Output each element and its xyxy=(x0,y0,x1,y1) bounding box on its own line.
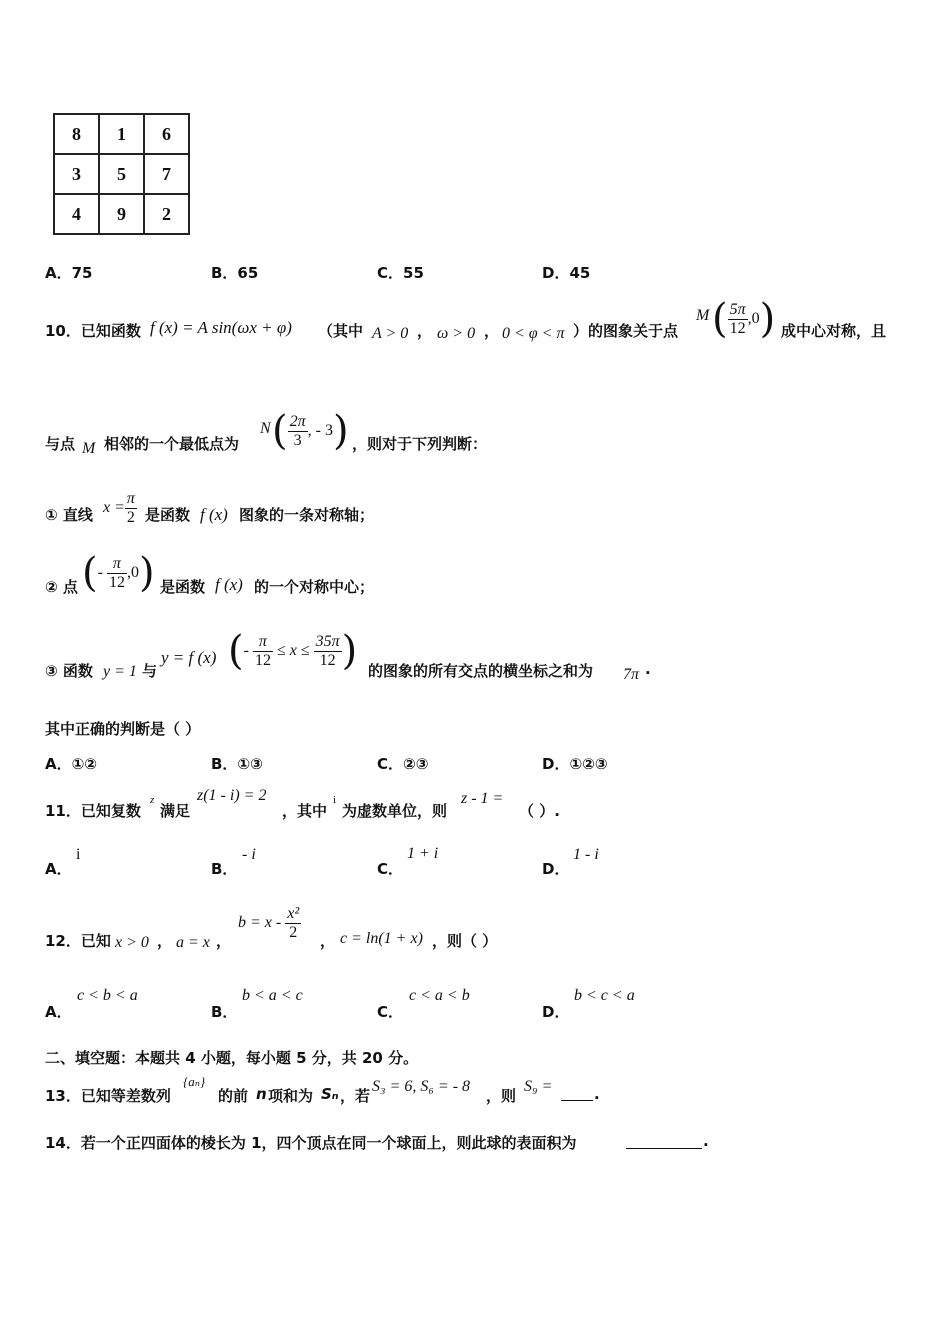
q10-s1-expr xyxy=(103,490,137,526)
q10-s3-value: 7π xyxy=(623,666,640,683)
q11-mid3: 为虚数单位，则 xyxy=(342,802,448,820)
q9-option-b: B．65 xyxy=(211,264,259,282)
left-paren: ( xyxy=(712,296,728,342)
var-x: x = xyxy=(103,499,125,517)
q10-option-d: D．①②③ xyxy=(542,755,608,773)
q10-point-n xyxy=(272,408,349,454)
q10-tail: 成中心对称，且 xyxy=(781,322,887,340)
q10-s3-yf: y = f (x) xyxy=(161,648,217,667)
b-lhs: b = x - xyxy=(238,914,282,932)
q14-text: 14．若一个正四面体的棱长为 1，四个顶点在同一个球面上，则此球的表面积为 xyxy=(45,1134,577,1152)
point-y: ,0 xyxy=(747,310,760,327)
denominator: 12 xyxy=(319,651,336,669)
grid-cell: 4 xyxy=(54,194,99,234)
q13-n: n xyxy=(256,1085,267,1103)
grid-row xyxy=(54,154,189,194)
q13-answer-blank[interactable] xyxy=(561,1100,593,1101)
q9-option-a: A．75 xyxy=(45,264,93,282)
right-paren: ) xyxy=(332,408,349,454)
q12-a-def: a = x xyxy=(176,934,210,951)
q12-option-d-value: b < c < a xyxy=(574,987,635,1004)
fraction xyxy=(728,301,748,337)
q10-s2-pre: ② 点 xyxy=(45,578,78,596)
q11-option-d-value: 1 - i xyxy=(573,846,599,863)
q10-cond-a: A > 0 xyxy=(372,325,409,342)
numerator: 2π xyxy=(289,412,306,430)
q11-tail: （ ）. xyxy=(519,802,560,820)
q12-cond: x > 0 xyxy=(115,934,149,951)
q11-option-a-value: i xyxy=(76,846,81,863)
q10-s1-tail: 图象的一条对称轴； xyxy=(239,506,375,524)
minus-sign: - xyxy=(97,564,103,581)
q10-line2-m: M xyxy=(82,440,96,457)
q10-s1-mid: 是函数 xyxy=(145,506,191,524)
q10-point-m-label: M xyxy=(696,307,710,324)
q13-sn: Sₙ xyxy=(321,1085,339,1103)
q10-cond-omega: ω > 0 xyxy=(437,325,476,342)
fraction xyxy=(288,413,308,449)
q10-s3-end: . xyxy=(645,660,651,678)
grid-row xyxy=(54,194,189,234)
numerator: 5π xyxy=(729,300,746,318)
q12-c-def: c = ln(1 + x) xyxy=(340,930,423,947)
q11-equation: z(1 - i) = 2 xyxy=(197,787,267,804)
q11-option-b-label: B． xyxy=(211,860,238,878)
q10-option-b: B．①③ xyxy=(211,755,263,773)
q12-b-def xyxy=(238,905,301,941)
grid-cell: 5 xyxy=(99,154,144,194)
fraction xyxy=(107,555,127,591)
q10-point-m xyxy=(712,296,775,342)
q10-s3-pre: ③ 函数 xyxy=(45,662,93,680)
q11-i: i xyxy=(333,794,337,806)
q9-option-d: D．45 xyxy=(542,264,591,282)
q13-mid1: 的前 xyxy=(218,1087,249,1105)
q10-s3-mid: 的图象的所有交点的横坐标之和为 xyxy=(368,662,594,680)
q12-comma: ， xyxy=(320,932,336,950)
numerator: π xyxy=(126,490,135,507)
q10-function: f (x) = A sin(ωx + φ) xyxy=(150,318,292,337)
grid-cell: 3 xyxy=(54,154,99,194)
q11-expr: z - 1 = xyxy=(461,790,504,807)
grid-cell: 1 xyxy=(99,114,144,154)
q13-condition: S₃ = 6, S₆ = - 8 xyxy=(372,1078,471,1095)
denominator: 12 xyxy=(108,573,125,591)
q12-comma: ， xyxy=(216,932,232,950)
denominator: 12 xyxy=(729,319,746,337)
minus-sign: - xyxy=(243,642,249,659)
q10-option-c: C．②③ xyxy=(377,755,429,773)
inequality: ≤ x ≤ xyxy=(276,642,310,659)
left-paren: ( xyxy=(272,408,288,454)
q10-cond-phi: 0 < φ < π xyxy=(502,325,565,342)
q10-point-n-label: N xyxy=(260,420,271,437)
q11-option-c-value: 1 + i xyxy=(407,845,439,862)
q11-option-d-label: D． xyxy=(542,860,570,878)
numerator: 35π xyxy=(315,632,340,650)
q10-s2-tail: 的一个对称中心； xyxy=(254,578,375,596)
q13-sequence: {aₙ} xyxy=(183,1074,206,1089)
q13-mid3: ，若 xyxy=(340,1087,371,1105)
grid-cell: 2 xyxy=(144,194,189,234)
numerator: π xyxy=(107,555,127,574)
q12-option-d-label: D． xyxy=(542,1003,570,1021)
q11-mid2: ，其中 xyxy=(282,802,328,820)
left-paren: ( xyxy=(82,550,98,596)
q10-s2-mid: 是函数 xyxy=(160,578,206,596)
q13-mid2: 项和为 xyxy=(268,1087,314,1105)
grid-cell: 6 xyxy=(144,114,189,154)
q10-option-a: A．①② xyxy=(45,755,98,773)
q10-after-cond: ）的图象关于点 xyxy=(573,322,679,340)
fraction xyxy=(125,490,137,526)
denominator: 2 xyxy=(126,508,135,526)
q12-option-c-label: C． xyxy=(377,1003,404,1021)
right-paren: ) xyxy=(341,628,358,674)
q12-comma: ， xyxy=(157,932,173,950)
q13-mid4: ，则 xyxy=(486,1087,517,1105)
q10-s2-f: f (x) xyxy=(215,575,243,594)
q10-comma: ， xyxy=(484,322,500,340)
q10-line2-tail: ，则对于下列判断： xyxy=(352,435,488,453)
q10-question: 其中正确的判断是（ ） xyxy=(45,720,201,738)
right-paren: ) xyxy=(138,550,155,596)
fraction xyxy=(314,633,342,669)
q12-option-c-value: c < a < b xyxy=(409,987,470,1004)
magic-square-grid xyxy=(53,113,190,235)
q12-option-a-value: c < b < a xyxy=(77,987,138,1004)
q12-option-b-label: B． xyxy=(211,1003,238,1021)
q10-line2-pre: 与点 xyxy=(45,435,76,453)
q10-s2-point xyxy=(82,550,155,596)
q10-line2-mid: 相邻的一个最低点为 xyxy=(104,435,240,453)
point-y: ,0 xyxy=(126,564,139,581)
q13-end: . xyxy=(594,1085,600,1103)
grid-cell: 9 xyxy=(99,194,144,234)
denominator: 3 xyxy=(293,431,302,449)
point-y: , - 3 xyxy=(307,422,333,439)
q12-option-a-label: A． xyxy=(45,1003,72,1021)
left-paren: ( xyxy=(228,628,244,674)
q10-s1-pre: ① 直线 xyxy=(45,506,93,524)
q11-z: z xyxy=(150,794,155,806)
fraction xyxy=(285,905,301,941)
q14-end: . xyxy=(703,1132,709,1150)
numerator: x² xyxy=(287,905,300,922)
denominator: 12 xyxy=(254,651,271,669)
q12-option-b-value: b < a < c xyxy=(242,987,303,1004)
q12-tail: ，则（ ） xyxy=(432,932,498,950)
q10-s1-f: f (x) xyxy=(200,505,228,524)
q11-option-b-value: - i xyxy=(242,846,256,863)
q10-s3-and: 与 xyxy=(142,662,158,680)
q12-pre: 12．已知 xyxy=(45,932,111,950)
q13-ask: S₉ = xyxy=(524,1078,553,1095)
section-heading: 二、填空题：本题共 4 小题，每小题 5 分，共 20 分。 xyxy=(45,1049,419,1067)
q13-pre: 13．已知等差数列 xyxy=(45,1087,171,1105)
q10-s3-y1: y = 1 xyxy=(103,663,137,680)
q11-option-c-label: C． xyxy=(377,860,404,878)
fraction xyxy=(253,633,273,669)
denominator: 2 xyxy=(289,923,298,941)
q11-pre: 11．已知复数 xyxy=(45,802,141,820)
grid-cell: 7 xyxy=(144,154,189,194)
q10-comma: ， xyxy=(417,322,433,340)
grid-cell: 8 xyxy=(54,114,99,154)
q10-s3-interval xyxy=(228,628,357,674)
numerator: π xyxy=(253,633,273,652)
q11-option-a-label: A． xyxy=(45,860,72,878)
grid-row xyxy=(54,114,189,154)
q10-number: 10．已知函数 xyxy=(45,322,141,340)
q14-answer-blank[interactable] xyxy=(626,1148,702,1149)
q11-mid1: 满足 xyxy=(160,802,191,820)
q9-option-c: C．55 xyxy=(377,264,424,282)
right-paren: ) xyxy=(759,296,776,342)
q10-cond-pre: （其中 xyxy=(318,322,364,340)
